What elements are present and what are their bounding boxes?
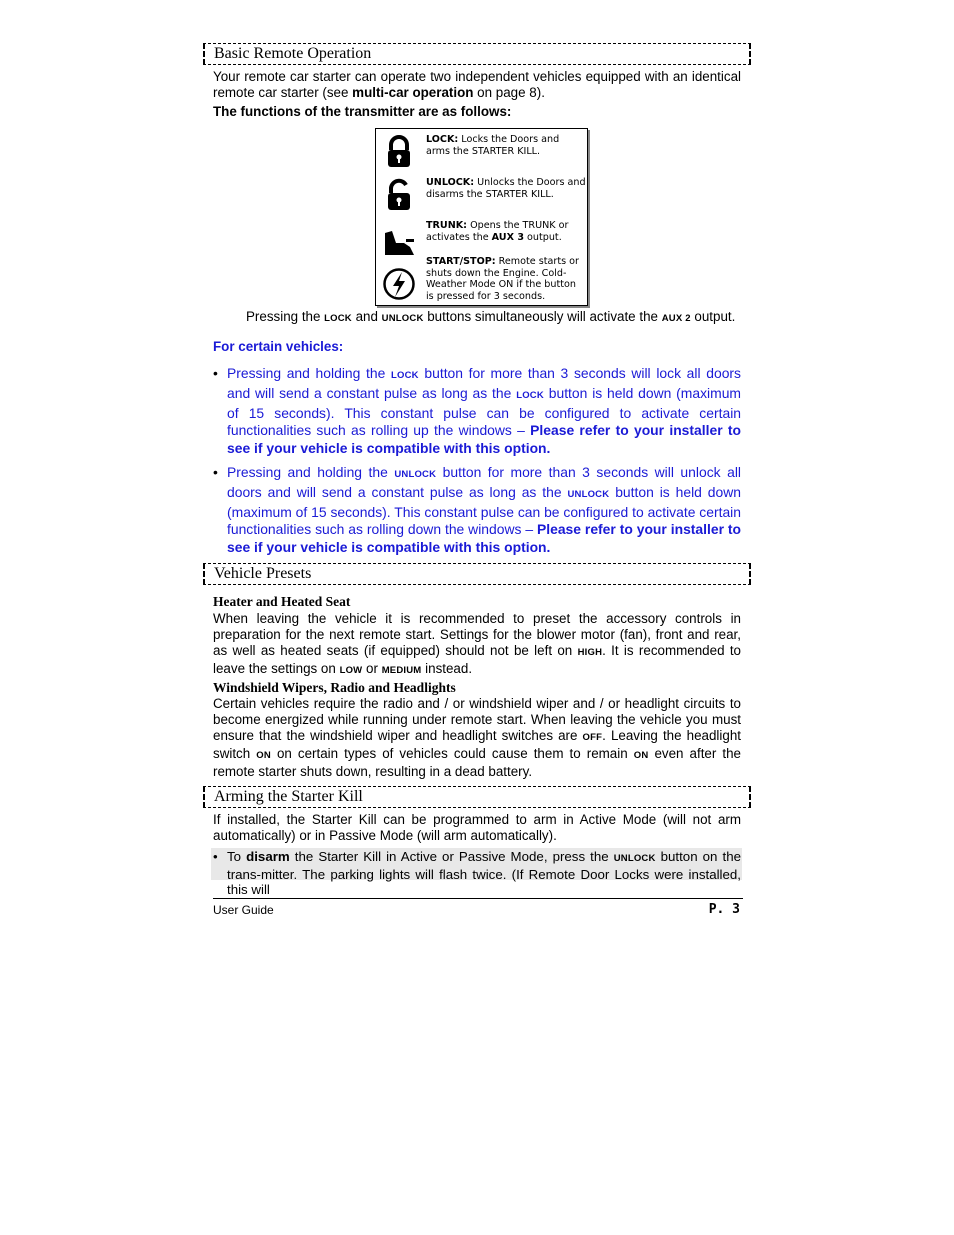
small-caps: LOCK — [391, 370, 419, 381]
text: and — [351, 309, 382, 324]
text: Your remote car starter can operate two independent vehicles equipped with an identical remote car starter (see — [213, 69, 741, 100]
text: Remote starts or shuts down the Engine. Cold-Weather Mode ON if the button is pressed for 3 seconds. — [426, 256, 579, 302]
aux2-note — [246, 309, 735, 327]
start-stop-description — [426, 256, 586, 302]
bullet-dot: • — [213, 365, 218, 381]
text: instead. — [421, 661, 473, 676]
small-caps: ON — [256, 750, 271, 761]
text: When leaving the vehicle it is recommended to preset the accessory controls in preparation for the next remote start. Settings for the blower motor (fan), front and rear, as well as heated seats (if equipped) should not be left on — [213, 611, 741, 658]
text: Pressing the — [246, 309, 325, 324]
lock-icon — [382, 135, 416, 169]
page-number: P. 3 — [708, 902, 740, 917]
heater-subheading: Heater and Heated Seat — [213, 594, 351, 609]
bullet-dot: • — [213, 464, 218, 480]
trunk-icon — [382, 225, 416, 259]
text: Certain vehicles require the radio and / or windshield wiper and / or headlight circuits to become energized while running under remote start. When leaving the vehicle you must ensure that the windshield wiper and headlight switches are — [213, 696, 741, 743]
section-title: Arming the Starter Kill — [214, 788, 363, 805]
text: button is held down (maximum of 15 seconds). This constant pulse can be configured to activate certain functionalities such as rolling down the windows – — [227, 483, 741, 538]
bold-text: multi-car operation — [352, 85, 474, 100]
text: Locks the Doors and arms the STARTER KILL. — [426, 134, 560, 157]
label: UNLOCK: — [426, 177, 475, 188]
bold-text: disarm — [246, 849, 290, 864]
label: TRUNK: — [426, 220, 468, 231]
bullet-dot: • — [213, 849, 218, 864]
start-stop-icon — [382, 267, 416, 301]
arming-paragraph: If installed, the Starter Kill can be programmed to arm in Active Mode (will not arm automatically) or in Passive Mode (will arm automatically). — [213, 812, 741, 843]
text: button on the trans-mitter. The parking lights will flash twice. (If Remote Door Locks were installed, this will — [227, 849, 741, 897]
section-header-arming — [203, 786, 751, 808]
transmitter-panel — [375, 128, 588, 306]
text: Pressing and holding the — [227, 365, 391, 381]
text: buttons simultaneously will activate the — [423, 309, 662, 324]
text: even after the remote starter shuts down, resulting in a dead battery. — [213, 746, 741, 779]
text: on page 8). — [473, 85, 545, 100]
bold-text: Please refer to your installer to see if your vehicle is compatible with this option. — [227, 422, 741, 457]
small-caps: UNLOCK — [567, 488, 610, 500]
text: the Starter Kill in Active or Passive Mode, press the — [289, 849, 614, 864]
wipers-subheading: Windshield Wipers, Radio and Headlights — [213, 680, 456, 695]
text: Unlocks the Doors and disarms the STARTER KILL. — [426, 177, 586, 200]
text: Opens the TRUNK or activates the — [426, 220, 569, 243]
text: output. — [690, 309, 736, 324]
bold-text: Please refer to your installer to see if your vehicle is compatible with this option. — [227, 521, 742, 556]
unlock-icon — [382, 178, 416, 212]
heater-paragraph — [213, 611, 741, 679]
functions-heading: The functions of the transmitter are as follows: — [213, 104, 512, 119]
unlock-hold-bullet — [213, 464, 741, 557]
small-caps: LOCK — [324, 313, 352, 324]
text: button is held down (maximum of 15 seconds). This constant pulse can be configured to activate certain functionalities such as rolling up the windows – — [227, 384, 741, 439]
text: Pressing and holding the — [227, 464, 395, 480]
small-caps: UNLOCK — [394, 469, 437, 480]
wipers-paragraph — [213, 696, 741, 780]
small-caps: LOW — [339, 665, 363, 676]
footer-divider — [213, 898, 743, 899]
text: or — [362, 661, 382, 676]
text: . Leaving the headlight switch — [213, 728, 741, 761]
trunk-description — [426, 220, 586, 243]
footer-left: User Guide — [213, 903, 274, 917]
unlock-description — [426, 177, 586, 200]
text: button for more than 3 seconds will lock all doors and will send a constant pulse as long as the — [227, 365, 741, 401]
small-caps: HIGH — [577, 647, 603, 658]
text: . It is recommended to leave the settings on — [213, 643, 742, 676]
section-title: Vehicle Presets — [214, 565, 312, 582]
text: on certain types of vehicles could cause them to remain — [270, 746, 634, 761]
certain-vehicles-heading: For certain vehicles: — [213, 339, 344, 354]
label: LOCK: — [426, 134, 459, 145]
bold-text: AUX 3 — [491, 231, 524, 243]
intro-paragraph — [213, 69, 741, 101]
small-caps: AUX 2 — [661, 313, 691, 324]
small-caps: LOCK — [516, 389, 544, 401]
disarm-bullet — [213, 849, 741, 898]
lock-description — [426, 134, 586, 157]
small-caps: OFF — [582, 732, 603, 743]
lock-hold-bullet — [213, 365, 741, 458]
small-caps: ON — [633, 750, 649, 761]
label: START/STOP: — [426, 256, 496, 267]
small-caps: UNLOCK — [381, 313, 424, 324]
section-title: Basic Remote Operation — [214, 45, 372, 62]
text: output. — [524, 231, 562, 243]
text: button for more than 3 seconds will unlock all doors and will send a constant pulse as long as the — [227, 464, 741, 500]
small-caps: MEDIUM — [381, 665, 422, 676]
section-header-basic — [203, 43, 751, 65]
section-header-presets — [203, 563, 751, 585]
text: To — [227, 849, 247, 864]
small-caps: UNLOCK — [613, 853, 656, 864]
